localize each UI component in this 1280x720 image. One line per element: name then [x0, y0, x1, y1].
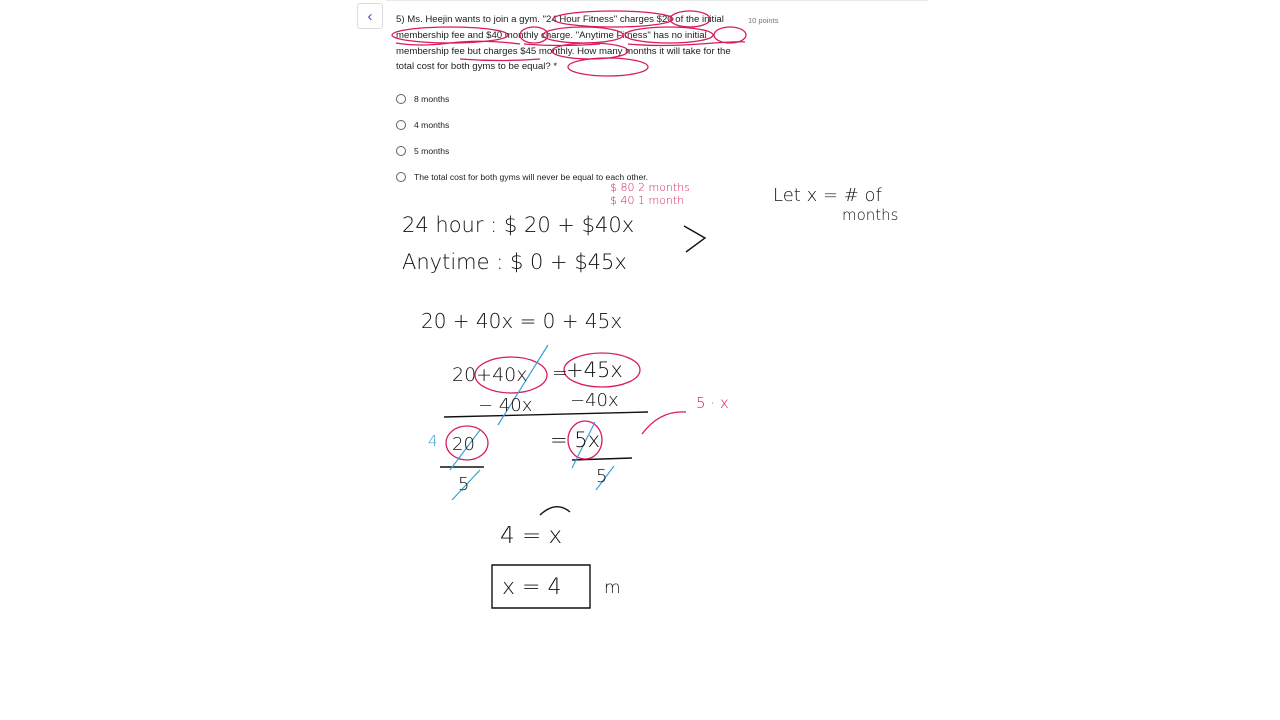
question-text: 5) Ms. Heejin wants to join a gym. "24 Hour Fitness" charges $20 of the initial membership fee and $40 monthly charge. "Anytime Fitness" has no initial membership fee but charges $45 monthly. How many months it will take for the total cost for both gyms to be equal? * — [396, 14, 731, 73]
note-5-times-x: 5 · x — [696, 394, 729, 412]
equation-setup: 20 + 40x = 0 + 45x — [421, 309, 623, 333]
result-equation: 4 = x — [500, 523, 563, 549]
equation-left: 20+40x — [452, 364, 528, 386]
let-x-line1: Let x = # of — [773, 185, 882, 206]
chevron-left-icon: ‹ — [367, 7, 373, 25]
option-label: 4 months — [414, 120, 450, 130]
subtract-right: −40x — [570, 390, 619, 411]
subtract-left: − 40x — [478, 395, 533, 416]
option-4-months[interactable] — [396, 117, 449, 133]
option-5-months[interactable] — [396, 143, 449, 159]
quotient-4: 4 — [428, 432, 438, 450]
divisor-left: 5 — [458, 474, 470, 495]
cost-24-hour: 24 hour : $ 20 + $40x — [402, 213, 635, 237]
divisor-right: 5 — [596, 466, 608, 487]
question-card — [386, 0, 928, 191]
final-answer-unit: m — [604, 578, 621, 598]
radio-icon[interactable] — [396, 94, 406, 104]
note-40-1-month: $ 40 1 month — [610, 194, 685, 207]
let-x-line2: months — [842, 206, 899, 224]
note-80-2-months: $ 80 2 months — [610, 181, 690, 194]
back-button[interactable] — [357, 3, 383, 29]
cost-anytime: Anytime : $ 0 + $45x — [402, 250, 627, 274]
radio-icon[interactable] — [396, 146, 406, 156]
final-answer: x = 4 — [502, 575, 562, 600]
option-label: The total cost for both gyms will never be equal to each other. — [414, 172, 649, 182]
option-label: 8 months — [414, 94, 450, 104]
remainder-5x: = 5x — [550, 428, 601, 452]
equation-equals: = — [552, 362, 568, 384]
equation-right: +45x — [566, 358, 623, 382]
radio-icon[interactable] — [396, 120, 406, 130]
question-points: 10 points — [748, 16, 779, 25]
remainder-20: 20 — [452, 434, 475, 455]
option-8-months[interactable] — [396, 91, 449, 107]
option-label: 5 months — [414, 146, 450, 156]
radio-icon[interactable] — [396, 172, 406, 182]
